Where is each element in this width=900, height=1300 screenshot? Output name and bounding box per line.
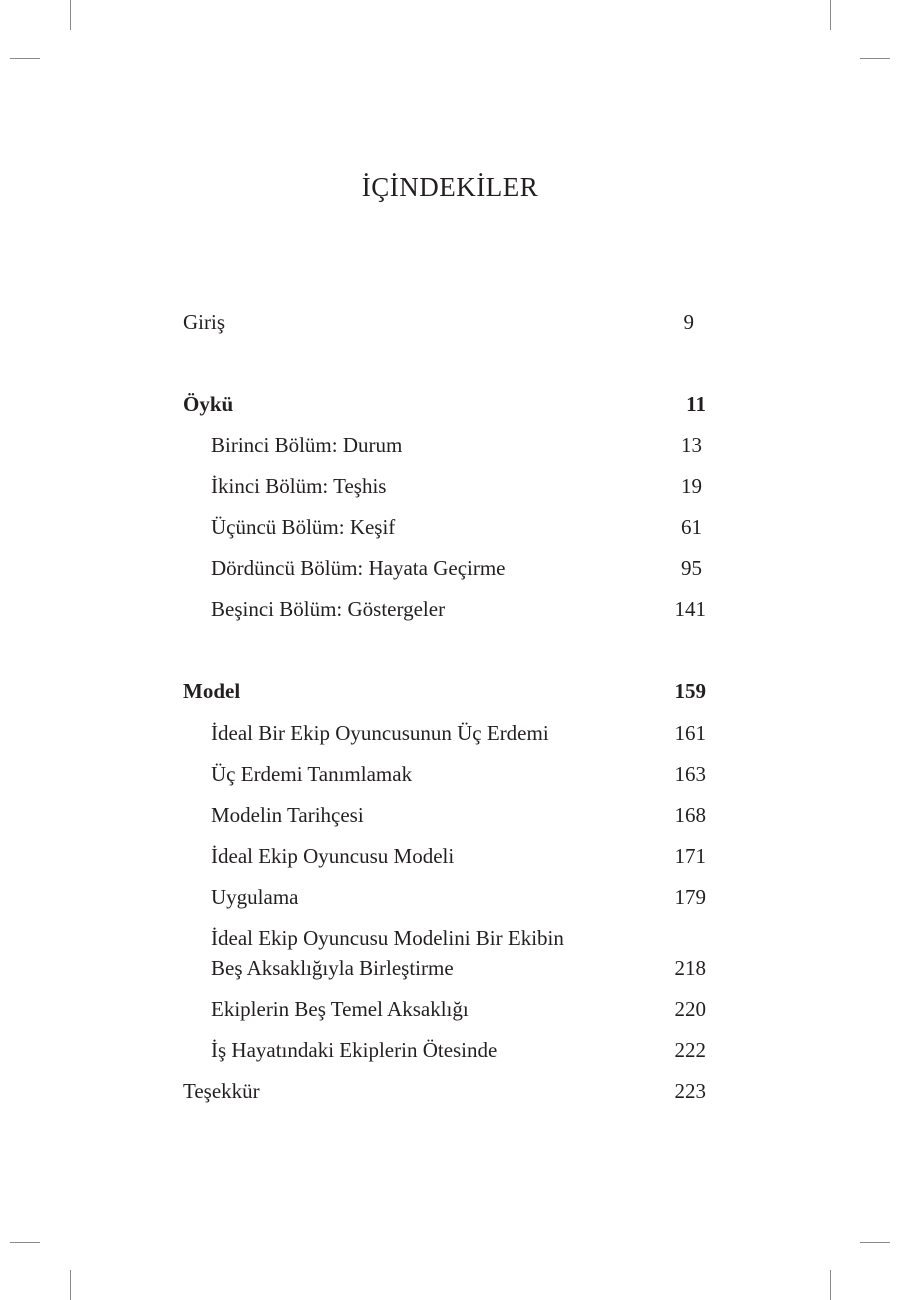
toc-entry-page: 168 (674, 803, 706, 827)
toc-entry-label: Dördüncü Bölüm: Hayata Geçirme (211, 556, 506, 580)
toc-entry-label: Uygulama (211, 885, 299, 909)
toc-entry-label: Üçüncü Bölüm: Keşif (211, 515, 396, 539)
toc-entry-label: Modelin Tarihçesi (211, 803, 364, 827)
toc-part-page: 159 (674, 679, 706, 703)
toc-entry-label: Ekiplerin Beş Temel Aksaklığı (211, 997, 469, 1021)
toc-entry-page: 179 (674, 885, 706, 909)
toc-entry-page: 19 (681, 474, 702, 498)
crop-mark (70, 0, 71, 30)
toc-part-page: 11 (686, 392, 706, 416)
crop-mark (860, 1242, 890, 1243)
toc-entry-label: Birinci Bölüm: Durum (211, 433, 403, 457)
toc-entry-label: Beşinci Bölüm: Göstergeler (211, 597, 446, 621)
toc-entry-page: 95 (681, 556, 702, 580)
toc-part-label: Öykü (183, 392, 234, 416)
toc-entry-page: 223 (674, 1079, 706, 1103)
toc-entry-page: 220 (674, 997, 706, 1021)
toc-entry-page: 163 (674, 762, 706, 786)
crop-mark (10, 1242, 40, 1243)
toc-entry-label-line-1: İdeal Ekip Oyuncusu Modelini Bir Ekibin (211, 926, 564, 950)
crop-mark (830, 1270, 831, 1300)
crop-mark (10, 58, 40, 59)
toc-entry-label-line-2: Beş Aksaklığıyla Birleştirme (211, 956, 454, 980)
toc-entry-label: İdeal Bir Ekip Oyuncusunun Üç Erdemi (211, 721, 549, 745)
toc-part-label: Model (183, 679, 241, 703)
toc-entry-page: 13 (681, 433, 702, 457)
crop-mark (860, 58, 890, 59)
toc-entry-label: Üç Erdemi Tanımlamak (211, 762, 413, 786)
toc-entry-page: 222 (674, 1038, 706, 1062)
toc-entry-label: İş Hayatındaki Ekiplerin Ötesinde (211, 1038, 498, 1062)
toc-entry-label: Teşekkür (183, 1079, 260, 1103)
toc-entry-page: 218 (674, 956, 706, 980)
toc-entry-page: 9 (683, 310, 694, 334)
toc-entry-page: 61 (681, 515, 702, 539)
toc-entry-label: Giriş (183, 310, 225, 334)
crop-mark (70, 1270, 71, 1300)
toc-entry-model-6[interactable] (211, 923, 706, 983)
toc-entry-label: İkinci Bölüm: Teşhis (211, 474, 387, 498)
toc-entry-label: İdeal Ekip Oyuncusu Modeli (211, 844, 455, 868)
crop-mark (830, 0, 831, 30)
toc-entry-page: 171 (674, 844, 706, 868)
toc-entry-page: 161 (674, 721, 706, 745)
page-title: İÇİNDEKİLER (361, 172, 539, 202)
toc-entry-page: 141 (674, 597, 706, 621)
